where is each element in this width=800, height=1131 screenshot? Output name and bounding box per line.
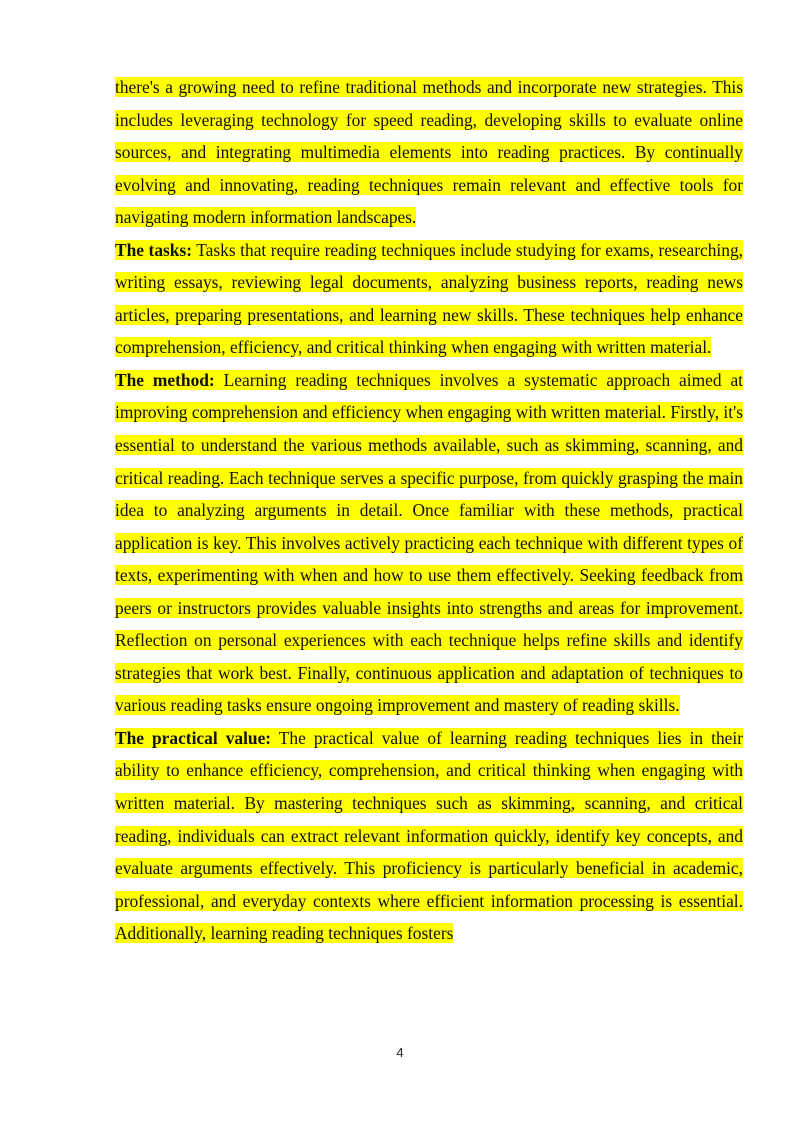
paragraph-heading-method: The method: [115, 369, 215, 390]
paragraph-intro-continuation [115, 71, 743, 234]
body-text [115, 71, 743, 950]
paragraph-heading-tasks: The tasks: [115, 239, 193, 260]
page-number: 4 [396, 1045, 404, 1060]
paragraph-text: Learning reading techniques involves a systematic approach aimed at improving comprehension and efficiency when engaging with written material. Firstly, it's essential to understand the various methods available, such as skimming, scanning, and critical reading. Each technique serves a specific purpose, from quickly grasping the main idea to analyzing arguments in detail. Once familiar with these methods, practical application is key. This involves actively practicing each technique with different types of texts, experimenting with when and how to use them effectively. Seeking feedback from peers or instructors provides valuable insights into strengths and areas for improvement. Reflection on personal experiences with each technique helps refine skills and identify strategies that work best. Finally, continuous application and adaptation of techniques to various reading tasks ensure ongoing improvement and mastery of reading skills. [115, 369, 743, 716]
paragraph-tasks [115, 234, 743, 364]
paragraph-heading-practical-value: The practical value: [115, 727, 272, 748]
paragraph-text: there's a growing need to refine traditional methods and incorporate new strategies. This includes leveraging technology for speed reading, developing skills to evaluate online sources, and integrating multimedia elements into reading practices. By continually evolving and innovating, reading techniques remain relevant and effective tools for navigating modern information landscapes. [115, 77, 743, 228]
paragraph-method [115, 364, 743, 722]
paragraph-practical-value [115, 722, 743, 950]
paragraph-text: Tasks that require reading techniques include studying for exams, researching, writing essays, reviewing legal documents, analyzing business reports, reading news articles, preparing presentations, and learning new skills. These techniques help enhance comprehension, efficiency, and critical thinking when engaging with written material. [115, 239, 743, 358]
paragraph-text: The practical value of learning reading techniques lies in their ability to enhance efficiency, comprehension, and critical thinking when engaging with written material. By mastering techniques such as skimming, scanning, and critical reading, individuals can extract relevant information quickly, identify key concepts, and evaluate arguments effectively. This proficiency is particularly beneficial in academic, professional, and everyday contexts where efficient information processing is essential. Additionally, learning reading techniques fosters [115, 727, 743, 944]
